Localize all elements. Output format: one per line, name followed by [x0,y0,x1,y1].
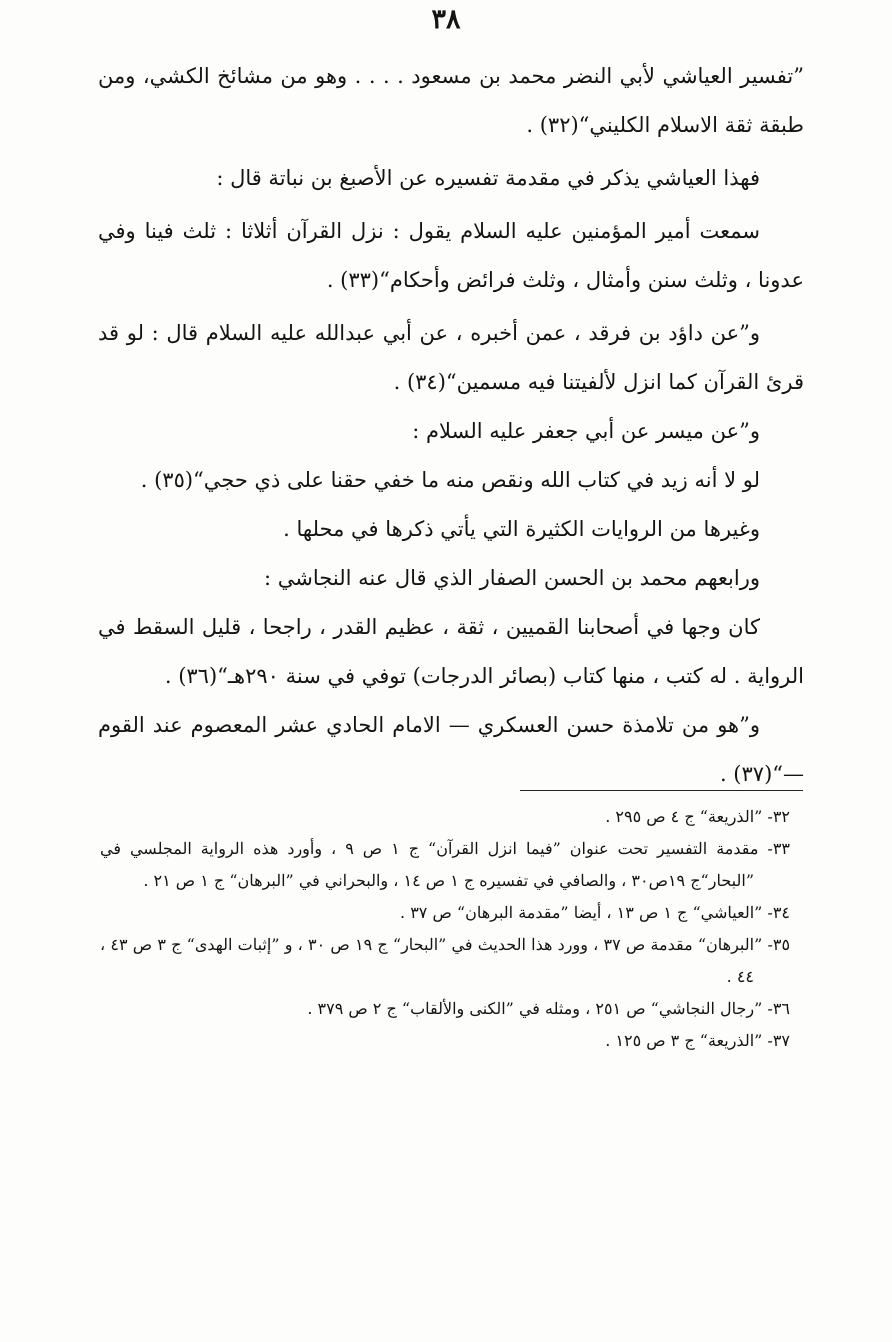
paragraph: سمعت أمير المؤمنين عليه السلام يقول : نزل القرآن أثلاثا : ثلث فينا وفي عدونا ، وثلث سنن وأمثال ، وثلث فرائض وأحكام“(٣٣) . [98,219,804,292]
paragraph: وغيرها من الروايات الكثيرة التي يأتي ذكرها في محلها . [283,517,760,541]
paragraph: و”عن داؤد بن فرقد ، عمن أخبره ، عن أبي عبدالله عليه السلام قال : لو قد قرئ القرآن كما انزل لألفيتنا فيه مسمين“(٣٤) . [98,321,804,394]
paragraph: و”عن ميسر عن أبي جعفر عليه السلام : [412,419,760,443]
footnotes [100,801,790,1057]
paragraph: كان وجها في أصحابنا القميين ، ثقة ، عظيم القدر ، راجحا ، قليل السقط في الرواية . له كتب ، منها كتاب (بصائر الدرجات) توفي في سنة ٢٩٠هـ“(٣٦) . [98,615,804,688]
page-number: ٣٨ [431,4,461,35]
main-text [98,52,804,799]
paragraph: ورابعهم محمد بن الحسن الصفار الذي قال عنه النجاشي : [264,566,760,590]
footnote-item: ٣٤- ”العياشي“ ج ١ ص ١٣ ، أيضا ”مقدمة البرهان“ ص ٣٧ . [400,903,790,922]
footnote-item: ٣٧- ”الذريعة“ ج ٣ ص ١٢٥ . [605,1031,790,1050]
footnote-item: ٣٢- ”الذريعة“ ج ٤ ص ٢٩٥ . [605,807,790,826]
paragraph: فهذا العياشي يذكر في مقدمة تفسيره عن الأصبغ بن نباتة قال : [216,166,760,190]
paragraph: لو لا أنه زيد في كتاب الله ونقص منه ما خفي حقنا على ذي حجي“(٣٥) . [140,468,760,492]
footnote-item: ٣٦- ”رجال النجاشي“ ص ٢٥١ ، ومثله في ”الكنى والألقاب“ ج ٢ ص ٣٧٩ . [307,999,790,1018]
footnote-item: ٣٥- ”البرهان“ مقدمة ص ٣٧ ، وورد هذا الحديث في ”البحار“ ج ١٩ ص ٣٠ ، و ”إثبات الهدى“ ج ٣ ص ٤٣ ، ٤٤ . [100,935,791,986]
footnote-divider [520,790,803,791]
paragraph: ”تفسير العياشي لأبي النضر محمد بن مسعود . . . . وهو من مشائخ الكشي، ومن طبقة ثقة الاسلام الكليني“(٣٢) . [98,64,804,137]
paragraph: و”هو من تلامذة حسن العسكري — الامام الحادي عشر المعصوم عند القوم—“(٣٧) . [98,713,804,786]
footnote-item: ٣٣- مقدمة التفسير تحت عنوان ”فيما انزل القرآن“ ج ١ ص ٩ ، وأورد هذه الرواية المجلسي في ”البحار“ج ١٩ص٣٠ ، والصافي في تفسيره ج ١ ص ١٤ ، والبحراني في ”البرهان“ ج ١ ص ٢١ . [100,839,791,890]
